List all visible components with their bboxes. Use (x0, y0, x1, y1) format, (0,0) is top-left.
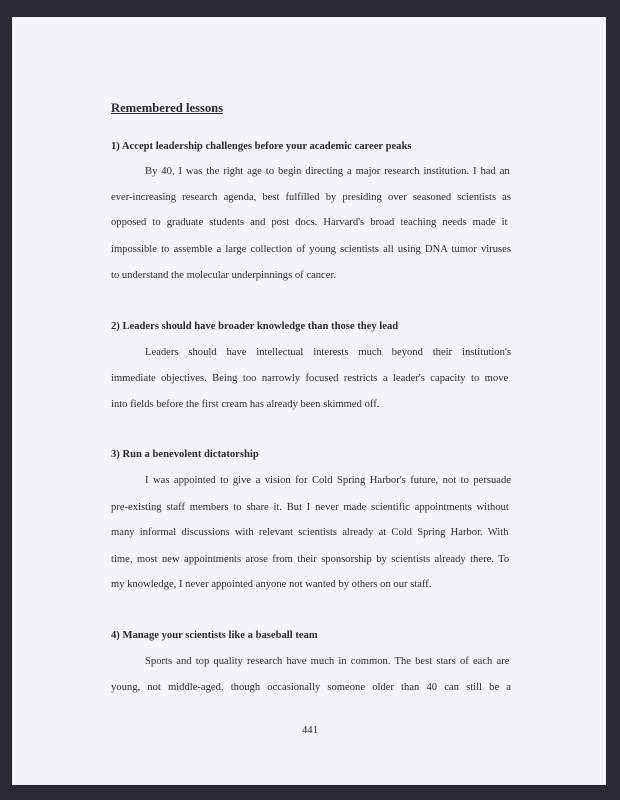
section-heading: 2) Leaders should have broader knowledge than those they lead (111, 321, 399, 332)
section-heading: 1) Accept leadership challenges before your academic career peaks (111, 141, 412, 152)
body-text-line: to understand the molecular underpinnings of cancer. (111, 270, 337, 281)
body-text-line: ever-increasing research agenda, best fulfilled by presiding over seasoned scientists as (111, 192, 511, 203)
body-text-line: many informal discussions with relevant scientists already at Cold Spring Harbor. With (111, 527, 509, 538)
body-text-line: time, most new appointments arose from their sponsorship by scientists already there. To (111, 554, 510, 565)
body-text-line: I was appointed to give a vision for Cold Spring Harbor's future, not to persuade (145, 475, 511, 486)
body-text-line: immediate objectives. Being too narrowly focused restricts a leader's capacity to move (111, 373, 509, 384)
body-text-line: impossible to assemble a large collection of young scientists all using DNA tumor viruses (111, 244, 511, 255)
body-text-line: pre-existing staff members to share it. But I never made scientific appointments without (111, 502, 509, 513)
body-text-line: young, not middle-aged, though occasionally someone older than 40 can still be a (111, 682, 511, 693)
page-title: Remembered lessons (111, 101, 224, 115)
body-text-line: Sports and top quality research have much in common. The best stars of each are (145, 656, 510, 667)
body-text-line: into fields before the first cream has already been skimmed off. (111, 399, 380, 410)
body-text-line: my knowledge, I never appointed anyone not wanted by others on our staff. (111, 579, 432, 590)
section-heading: 4) Manage your scientists like a baseball team (111, 630, 318, 641)
page-number: 441 (302, 725, 318, 736)
section-heading: 3) Run a benevolent dictatorship (111, 449, 259, 460)
body-text-line: opposed to graduate students and post docs. Harvard's broad teaching needs made it (111, 217, 508, 228)
body-text-line: By 40, I was the right age to begin directing a major research institution. I had an (145, 166, 510, 177)
body-text-line: Leaders should have intellectual interests much beyond their institution's (145, 347, 511, 358)
